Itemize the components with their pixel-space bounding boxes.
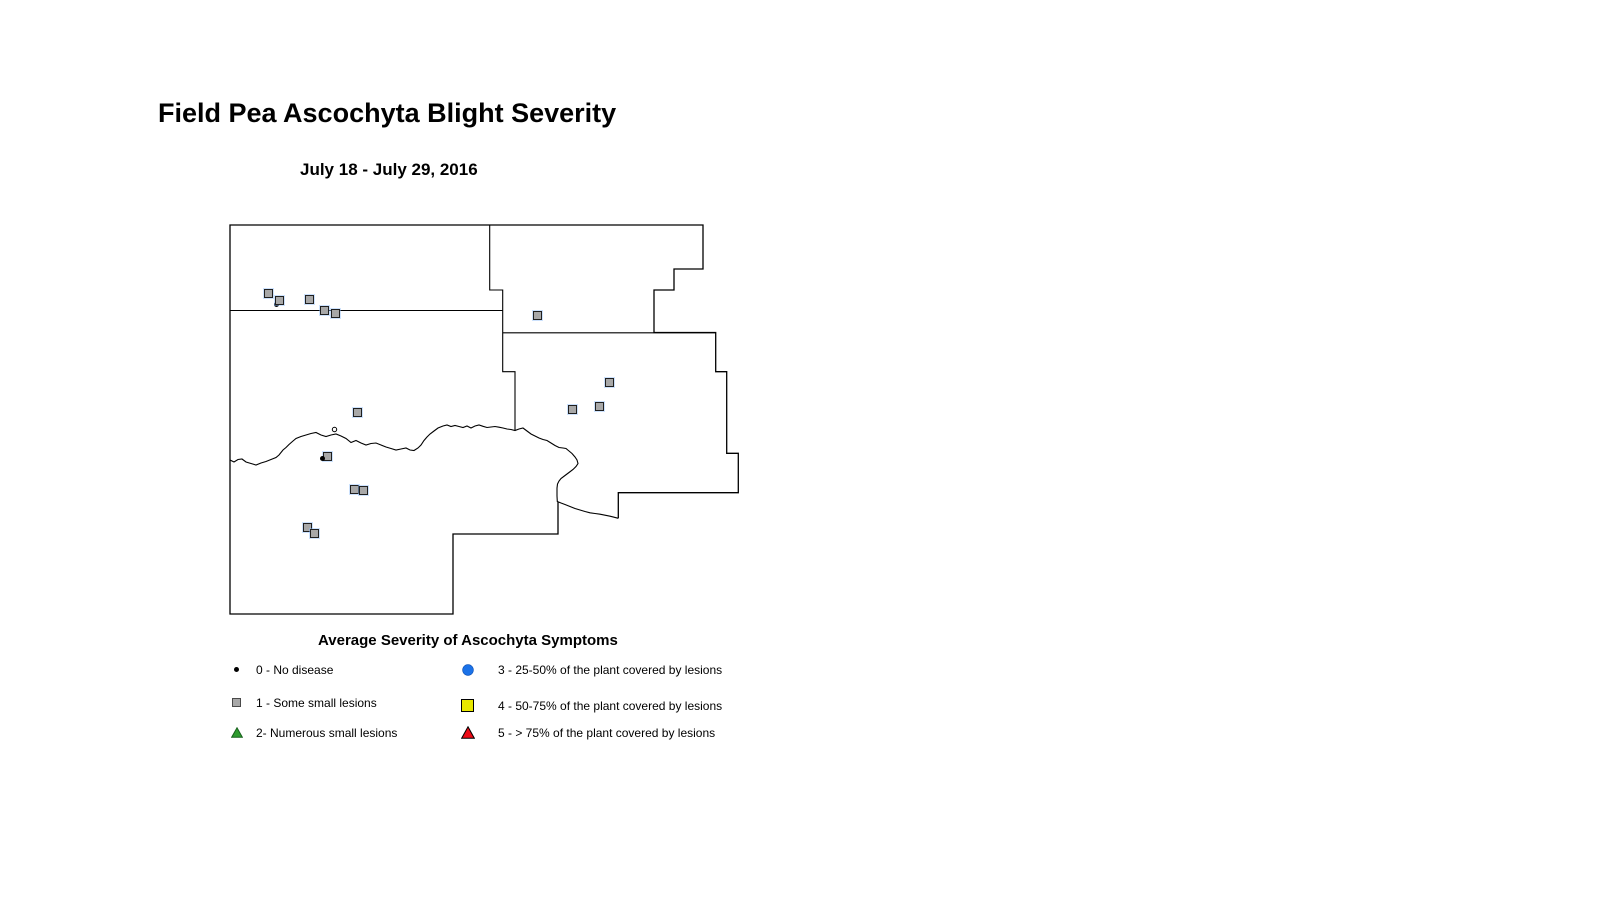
red-triangle-icon (461, 726, 475, 739)
legend-item-label-severity-1: 1 - Some small lesions (256, 695, 377, 710)
page-title: Field Pea Ascochyta Blight Severity (158, 98, 617, 128)
black-dot-icon (234, 667, 239, 672)
legend-title: Average Severity of Ascochyta Symptoms (318, 632, 618, 649)
green-triangle-icon (231, 727, 243, 738)
legend-item-label-severity-2: 2- Numerous small lesions (256, 725, 398, 740)
gray-square-icon (232, 698, 241, 707)
legend-item-label-severity-0: 0 - No disease (256, 662, 334, 677)
legend-item-label-severity-4: 4 - 50-75% of the plant covered by lesions (498, 698, 723, 713)
yellow-square-icon (461, 699, 474, 712)
legend-item-label-severity-3: 3 - 25-50% of the plant covered by lesions (498, 663, 723, 677)
blue-circle-icon (462, 664, 474, 676)
page-subtitle: July 18 - July 29, 2016 (300, 160, 478, 179)
legend-item-label-severity-5: 5 - > 75% of the plant covered by lesions (498, 725, 716, 740)
